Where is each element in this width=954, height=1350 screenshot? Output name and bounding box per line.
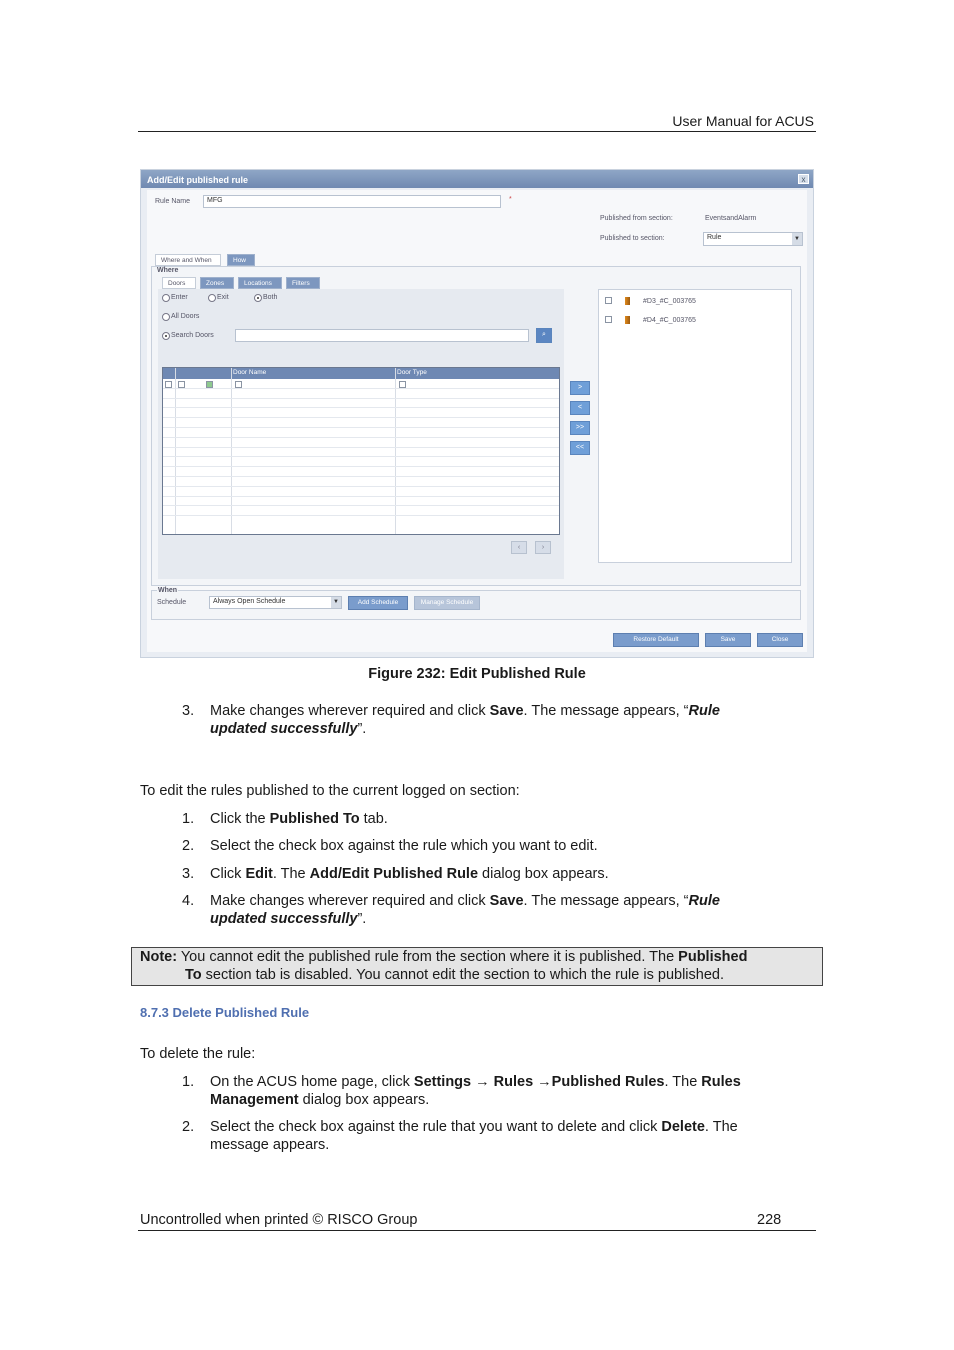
- bold-run: Published: [678, 949, 748, 965]
- step-text: [210, 865, 800, 883]
- move-left-button[interactable]: <: [570, 401, 590, 415]
- step-number: 3.: [182, 866, 195, 882]
- table-row[interactable]: [163, 428, 559, 438]
- selected-door-checkbox[interactable]: [605, 297, 612, 304]
- bold-run: Save: [489, 703, 524, 719]
- table-row[interactable]: [163, 389, 559, 399]
- published-from-label: Published from section:: [600, 215, 673, 222]
- search-doors-input[interactable]: [235, 329, 529, 342]
- bold-run: To: [185, 967, 202, 983]
- step-number: 1.: [182, 1074, 195, 1090]
- search-doors-label: Search Doors: [171, 332, 214, 339]
- text-run: . The message appears, “: [523, 893, 689, 909]
- col-door-type: Door Type: [397, 369, 427, 376]
- step-number: 4.: [182, 893, 195, 909]
- table-row[interactable]: [163, 477, 559, 487]
- search-icon[interactable]: ⌕: [536, 328, 552, 343]
- dialog-body: [147, 190, 807, 652]
- radio-both[interactable]: [254, 294, 262, 302]
- selected-door-checkbox[interactable]: [605, 316, 612, 323]
- filter-icon[interactable]: [165, 381, 172, 388]
- subtab-locations[interactable]: Locations: [238, 277, 282, 289]
- step-number: 1.: [182, 811, 195, 827]
- text-run: Select the check box against the rule that you want to delete and click: [210, 1119, 662, 1135]
- text-run: Make changes wherever required and click: [210, 703, 490, 719]
- footer-rule: [138, 1230, 816, 1231]
- paragraph: To edit the rules published to the current logged on section:: [140, 783, 520, 799]
- step-text: [210, 1118, 800, 1154]
- footer-text: Uncontrolled when printed © RISCO Group: [140, 1212, 418, 1228]
- step-text: [210, 1073, 800, 1109]
- text-run: dialog box appears.: [298, 1092, 430, 1108]
- table-row[interactable]: [163, 379, 559, 389]
- text-run: Click: [210, 866, 246, 882]
- text-run: section tab is disabled. You cannot edit the section to which the rule is published.: [201, 967, 724, 983]
- bold-run: Rules: [701, 1074, 741, 1090]
- radio-enter[interactable]: [162, 294, 170, 302]
- door-icon: [625, 297, 630, 305]
- published-to-label: Published to section:: [600, 235, 665, 242]
- selected-door-item: #D3_#C_003765: [643, 298, 696, 305]
- bold-run: Save: [489, 893, 524, 909]
- text-run: tab.: [359, 811, 388, 827]
- row-checkbox[interactable]: [178, 381, 185, 388]
- close-icon[interactable]: x: [798, 174, 809, 184]
- step-text: [210, 892, 800, 928]
- figure-screenshot: [140, 169, 814, 658]
- schedule-select[interactable]: [209, 596, 342, 609]
- text-run: Make changes wherever required and click: [210, 893, 490, 909]
- subtab-zones[interactable]: Zones: [200, 277, 234, 289]
- where-label: Where: [157, 267, 179, 274]
- grid-rows: [163, 379, 559, 516]
- all-doors-label: All Doors: [171, 313, 200, 320]
- table-row[interactable]: [163, 438, 559, 448]
- move-right-button[interactable]: >: [570, 381, 590, 395]
- tab-where-and-when[interactable]: Where and When: [155, 254, 221, 266]
- text-run: You cannot edit the published rule from the section where it is published. The: [177, 949, 679, 965]
- bold-run: Add/Edit Published Rule: [309, 866, 479, 882]
- grid-header: [163, 368, 559, 379]
- step-number: 2.: [182, 1119, 195, 1135]
- subtab-filters[interactable]: Filters: [286, 277, 320, 289]
- step-number: 3.: [182, 703, 195, 719]
- text-run: ”.: [357, 911, 367, 927]
- italic-run: Rule: [688, 703, 720, 719]
- bold-run: Delete: [661, 1119, 705, 1135]
- rule-name-label: Rule Name: [155, 198, 191, 205]
- italic-run: updated successfully: [210, 911, 358, 927]
- radio-search-doors[interactable]: [162, 332, 170, 340]
- rule-name-input[interactable]: MFG: [203, 195, 501, 208]
- chevron-down-icon: ▼: [792, 233, 802, 245]
- text-run: message appears.: [210, 1137, 330, 1153]
- save-button[interactable]: Save: [705, 633, 751, 647]
- paragraph: To delete the rule:: [140, 1046, 256, 1062]
- radio-both-label: Both: [263, 294, 278, 301]
- text-run: dialog box appears.: [478, 866, 609, 882]
- table-row[interactable]: [163, 418, 559, 428]
- figure-caption: Figure 232: Edit Published Rule: [368, 666, 586, 682]
- text-run: . The: [704, 1119, 738, 1135]
- radio-exit[interactable]: [208, 294, 216, 302]
- step-text: Select the check box against the rule which you want to edit.: [210, 838, 598, 854]
- col-door-name: Door Name: [233, 369, 267, 376]
- move-all-left-button[interactable]: <<: [570, 441, 590, 455]
- when-label: When: [158, 587, 178, 594]
- next-page-icon[interactable]: ›: [535, 541, 551, 554]
- text-run: ”.: [357, 721, 367, 737]
- text-run: . The: [272, 866, 310, 882]
- step-text: [210, 702, 800, 738]
- door-type-filter[interactable]: [399, 381, 406, 388]
- schedule-label: Schedule: [157, 599, 187, 606]
- doors-grid: [162, 367, 560, 535]
- subtab-doors[interactable]: Doors: [162, 277, 196, 289]
- door-filter-area: [158, 289, 564, 579]
- note-box: [131, 947, 823, 986]
- text-run: On the ACUS home page, click: [210, 1074, 414, 1090]
- table-row[interactable]: [163, 487, 559, 497]
- table-row[interactable]: [163, 506, 559, 516]
- bold-run: Published To: [269, 811, 360, 827]
- table-row[interactable]: [163, 399, 559, 409]
- restore-default-button[interactable]: Restore Default: [613, 633, 699, 647]
- move-all-right-button[interactable]: >>: [570, 421, 590, 435]
- table-row[interactable]: [163, 467, 559, 477]
- table-row[interactable]: [163, 448, 559, 458]
- dialog-title: Add/Edit published rule: [141, 170, 813, 188]
- note-label: Note:: [140, 949, 178, 965]
- add-schedule-button[interactable]: Add Schedule: [348, 596, 408, 610]
- when-panel: [151, 587, 801, 620]
- door-status-icon: [206, 381, 213, 388]
- table-row[interactable]: [163, 457, 559, 467]
- door-name-filter[interactable]: [235, 381, 242, 388]
- chevron-down-icon: ▼: [331, 597, 341, 608]
- tab-how[interactable]: How: [227, 254, 255, 266]
- published-to-value: Rule: [707, 234, 722, 241]
- section-heading: 8.7.3 Delete Published Rule: [140, 1005, 310, 1020]
- manage-schedule-button[interactable]: Manage Schedule: [414, 596, 480, 610]
- schedule-value: Always Open Schedule: [213, 598, 286, 605]
- italic-run: Rule: [688, 893, 720, 909]
- bold-run: Settings → Rules →Published Rules: [413, 1074, 665, 1090]
- close-button[interactable]: Close: [757, 633, 803, 647]
- bold-run: Management: [210, 1092, 299, 1108]
- text-run: . The message appears, “: [523, 703, 689, 719]
- table-row[interactable]: [163, 497, 559, 507]
- text-run: Click the: [210, 811, 270, 827]
- page-number: 228: [757, 1212, 782, 1228]
- door-icon: [625, 316, 630, 324]
- where-panel: [151, 266, 801, 586]
- selected-door-item: #D4_#C_003765: [643, 317, 696, 324]
- table-row[interactable]: [163, 408, 559, 418]
- header-rule: [138, 131, 816, 132]
- italic-run: updated successfully: [210, 721, 358, 737]
- radio-exit-label: Exit: [217, 294, 229, 301]
- text-run: . The: [664, 1074, 702, 1090]
- radio-enter-label: Enter: [171, 294, 188, 301]
- bold-run: Edit: [245, 866, 273, 882]
- running-header: User Manual for ACUS: [672, 113, 814, 129]
- published-from-value: EventsandAlarm: [705, 215, 757, 222]
- step-number: 2.: [182, 838, 195, 854]
- required-mark: *: [509, 196, 512, 203]
- published-to-select[interactable]: [703, 232, 803, 246]
- prev-page-icon[interactable]: ‹: [511, 541, 527, 554]
- selected-doors-list: [598, 289, 792, 563]
- step-text: [210, 810, 800, 828]
- radio-all-doors[interactable]: [162, 313, 170, 321]
